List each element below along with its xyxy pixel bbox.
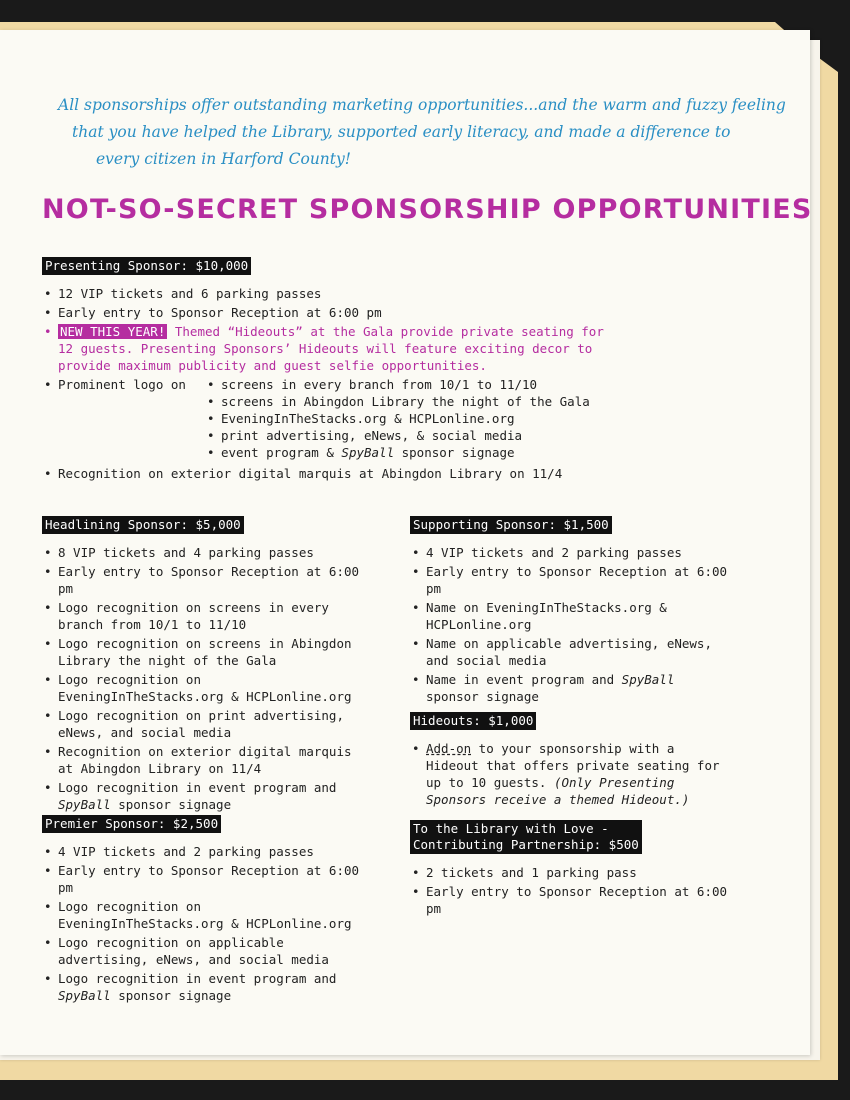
list-item: • Add-on to your sponsorship with a Hideout that offers private seating for up to 10 guests. (Only Presenting Sponsors receive a themed Hideout.) [410, 740, 730, 808]
premier-header: Premier Sponsor: $2,500 [42, 815, 221, 833]
page-title: NOT-SO-SECRET SPONSORSHIP OPPORTUNITIES [42, 194, 813, 225]
presenting-header: Presenting Sponsor: $10,000 [42, 257, 251, 275]
list-item: • Name in event program and SpyBall sponsor signage [410, 671, 730, 705]
list-item: • Logo recognition on screens in Abingdon Library the night of the Gala [42, 635, 367, 669]
list-item: • 2 tickets and 1 parking pass [410, 864, 730, 881]
list-item: • Early entry to Sponsor Reception at 6:00 pm [42, 563, 367, 597]
list-item: • Logo recognition on print advertising, eNews, and social media [42, 707, 367, 741]
list-item: • 4 VIP tickets and 2 parking passes [42, 843, 367, 860]
contributing-section [410, 820, 730, 919]
list-item: • Logo recognition in event program and SpyBall sponsor signage [42, 970, 367, 1004]
list-item: • Early entry to Sponsor Reception at 6:00 pm [410, 883, 730, 917]
list-item: • Early entry to Sponsor Reception at 6:00 pm [42, 304, 762, 321]
supporting-section [410, 516, 730, 707]
intro-line-1: All sponsorships offer outstanding marketing opportunities...and the warm and fuzzy feeling [58, 96, 786, 114]
intro-line-3: every citizen in Harford County! [96, 150, 352, 168]
presenting-section [42, 257, 762, 484]
list-item: • 4 VIP tickets and 2 parking passes [410, 544, 730, 561]
intro-text [58, 92, 786, 173]
new-badge: NEW THIS YEAR! [60, 324, 166, 339]
list-item: • Prominent logo on • screens in every branch from 10/1 to 11/10 • screens in Abingdon Library the night of the Gala • EveningInTheStacks.org & HCPLonline.org • print advertising, eNews, & social media • event program & SpyBall sponsor signage [42, 376, 762, 461]
list-item: • Name on EveningInTheStacks.org & HCPLonline.org [410, 599, 730, 633]
hideouts-header: Hideouts: $1,000 [410, 712, 536, 730]
hideouts-section [410, 712, 730, 810]
list-item: • Logo recognition in event program and SpyBall sponsor signage [42, 779, 367, 813]
list-item: • Logo recognition on screens in every branch from 10/1 to 11/10 [42, 599, 367, 633]
presenting-list [42, 285, 762, 482]
list-item: • NEW THIS YEAR! Themed “Hideouts” at the Gala provide private seating for 12 guests. Presenting Sponsors’ Hideouts will feature exciting decor to provide maximum publicity and guest selfie opportunities. [42, 323, 762, 374]
supporting-header: Supporting Sponsor: $1,500 [410, 516, 612, 534]
intro-line-2: that you have helped the Library, supported early literacy, and made a difference to [72, 123, 731, 141]
contributing-header: To the Library with Love - Contributing Partnership: $500 [410, 820, 642, 854]
list-item: • Logo recognition on EveningInTheStacks.org & HCPLonline.org [42, 671, 367, 705]
list-item: • Logo recognition on applicable advertising, eNews, and social media [42, 934, 367, 968]
headlining-header: Headlining Sponsor: $5,000 [42, 516, 244, 534]
premier-section [42, 815, 367, 1006]
list-item: • 12 VIP tickets and 6 parking passes [42, 285, 762, 302]
list-item: • 8 VIP tickets and 4 parking passes [42, 544, 367, 561]
list-item: • Early entry to Sponsor Reception at 6:00 pm [42, 862, 367, 896]
list-item: • Recognition on exterior digital marquis at Abingdon Library on 11/4 [42, 743, 367, 777]
headlining-section [42, 516, 367, 815]
list-item: • Name on applicable advertising, eNews, and social media [410, 635, 730, 669]
list-item: • Logo recognition on EveningInTheStacks.org & HCPLonline.org [42, 898, 367, 932]
logo-sublist: • screens in every branch from 10/1 to 11/10 • screens in Abingdon Library the night of the Gala • EveningInTheStacks.org & HCPLonline.org • print advertising, eNews, & social media • event program & SpyBall sponsor signage [207, 376, 590, 461]
list-item: • Recognition on exterior digital marquis at Abingdon Library on 11/4 [42, 465, 762, 482]
list-item: • Early entry to Sponsor Reception at 6:00 pm [410, 563, 730, 597]
